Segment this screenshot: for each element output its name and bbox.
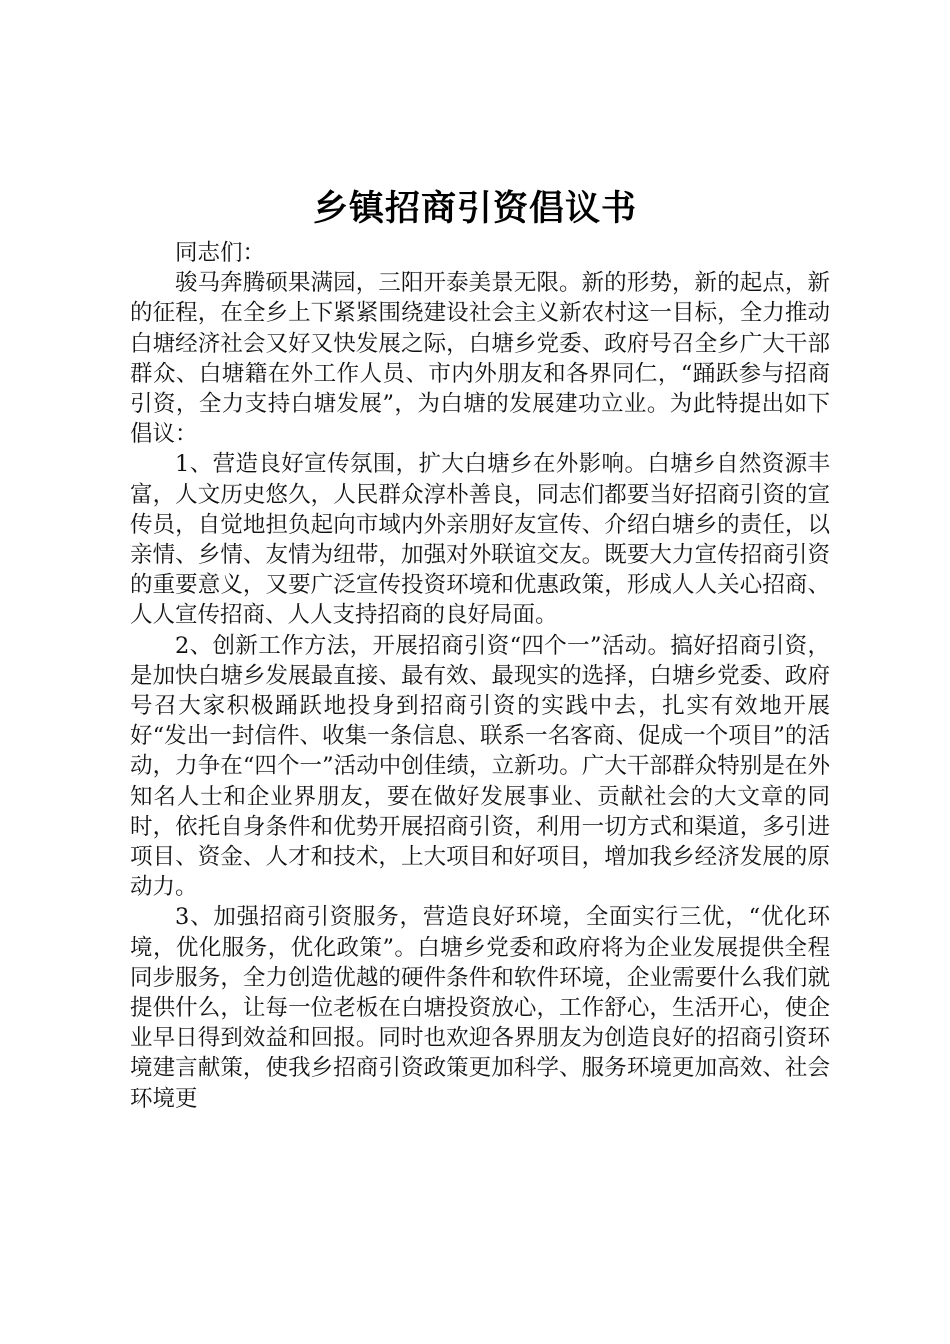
- paragraph-item-1: 1、营造良好宣传氛围，扩大白塘乡在外影响。白塘乡自然资源丰富，人文历史悠久，人民群众淳朴善良，同志们都要当好招商引资的宣传员，自觉地担负起向市域内外亲朋好友宣传、介绍白塘乡的责任，以亲情、乡情、友情为纽带，加强对外联谊交友。既要大力宣传招商引资的重要意义，又要广泛宣传投资环境和优惠政策，形成人人关心招商、人人宣传招商、人人支持招商的良好局面。: [130, 451, 830, 629]
- salutation: 同志们：: [175, 240, 266, 266]
- paragraph-item-3: 3、加强招商引资服务，营造良好环境，全面实行三优，“优化环境，优化服务，优化政策”。白塘乡党委和政府将为企业发展提供全程同步服务，全力创造优越的硬件条件和软件环境，企业需要什么我们就提供什么，让每一位老板在白塘投资放心，工作舒心，生活开心，使企业早日得到效益和回报。同时也欢迎各界朋友为创造良好的招商引资环境建言献策，使我乡招商引资政策更加科学、服务环境更加高效、社会环境更: [130, 904, 830, 1112]
- document-title: 乡镇招商引资倡议书: [312, 188, 637, 229]
- paragraph-intro: 骏马奔腾硕果满园，三阳开泰美景无限。新的形势，新的起点，新的征程，在全乡上下紧紧围绕建设社会主义新农村这一目标，全力推动白塘经济社会又好又快发展之际，白塘乡党委、政府号召全乡广大干部群众、白塘籍在外工作人员、市内外朋友和各界同仁，“踊跃参与招商引资，全力支持白塘发展”，为白塘的发展建功立业。为此特提出如下倡议：: [130, 270, 830, 448]
- paragraph-item-2: 2、创新工作方法，开展招商引资“四个一”活动。搞好招商引资，是加快白塘乡发展最直接、最有效、最现实的选择，白塘乡党委、政府号召大家积极踊跃地投身到招商引资的实践中去，扎实有效地开展好“发出一封信件、收集一条信息、联系一名客商、促成一个项目”的活动，力争在“四个一”活动中创佳绩，立新功。广大干部群众特别是在外知名人士和企业界朋友，要在做好发展事业、贡献社会的大文章的同时，依托自身条件和优势开展招商引资，利用一切方式和渠道，多引进项目、资金、人才和技术，上大项目和好项目，增加我乡经济发展的原动力。: [130, 632, 830, 901]
- document-body: [130, 238, 830, 1114]
